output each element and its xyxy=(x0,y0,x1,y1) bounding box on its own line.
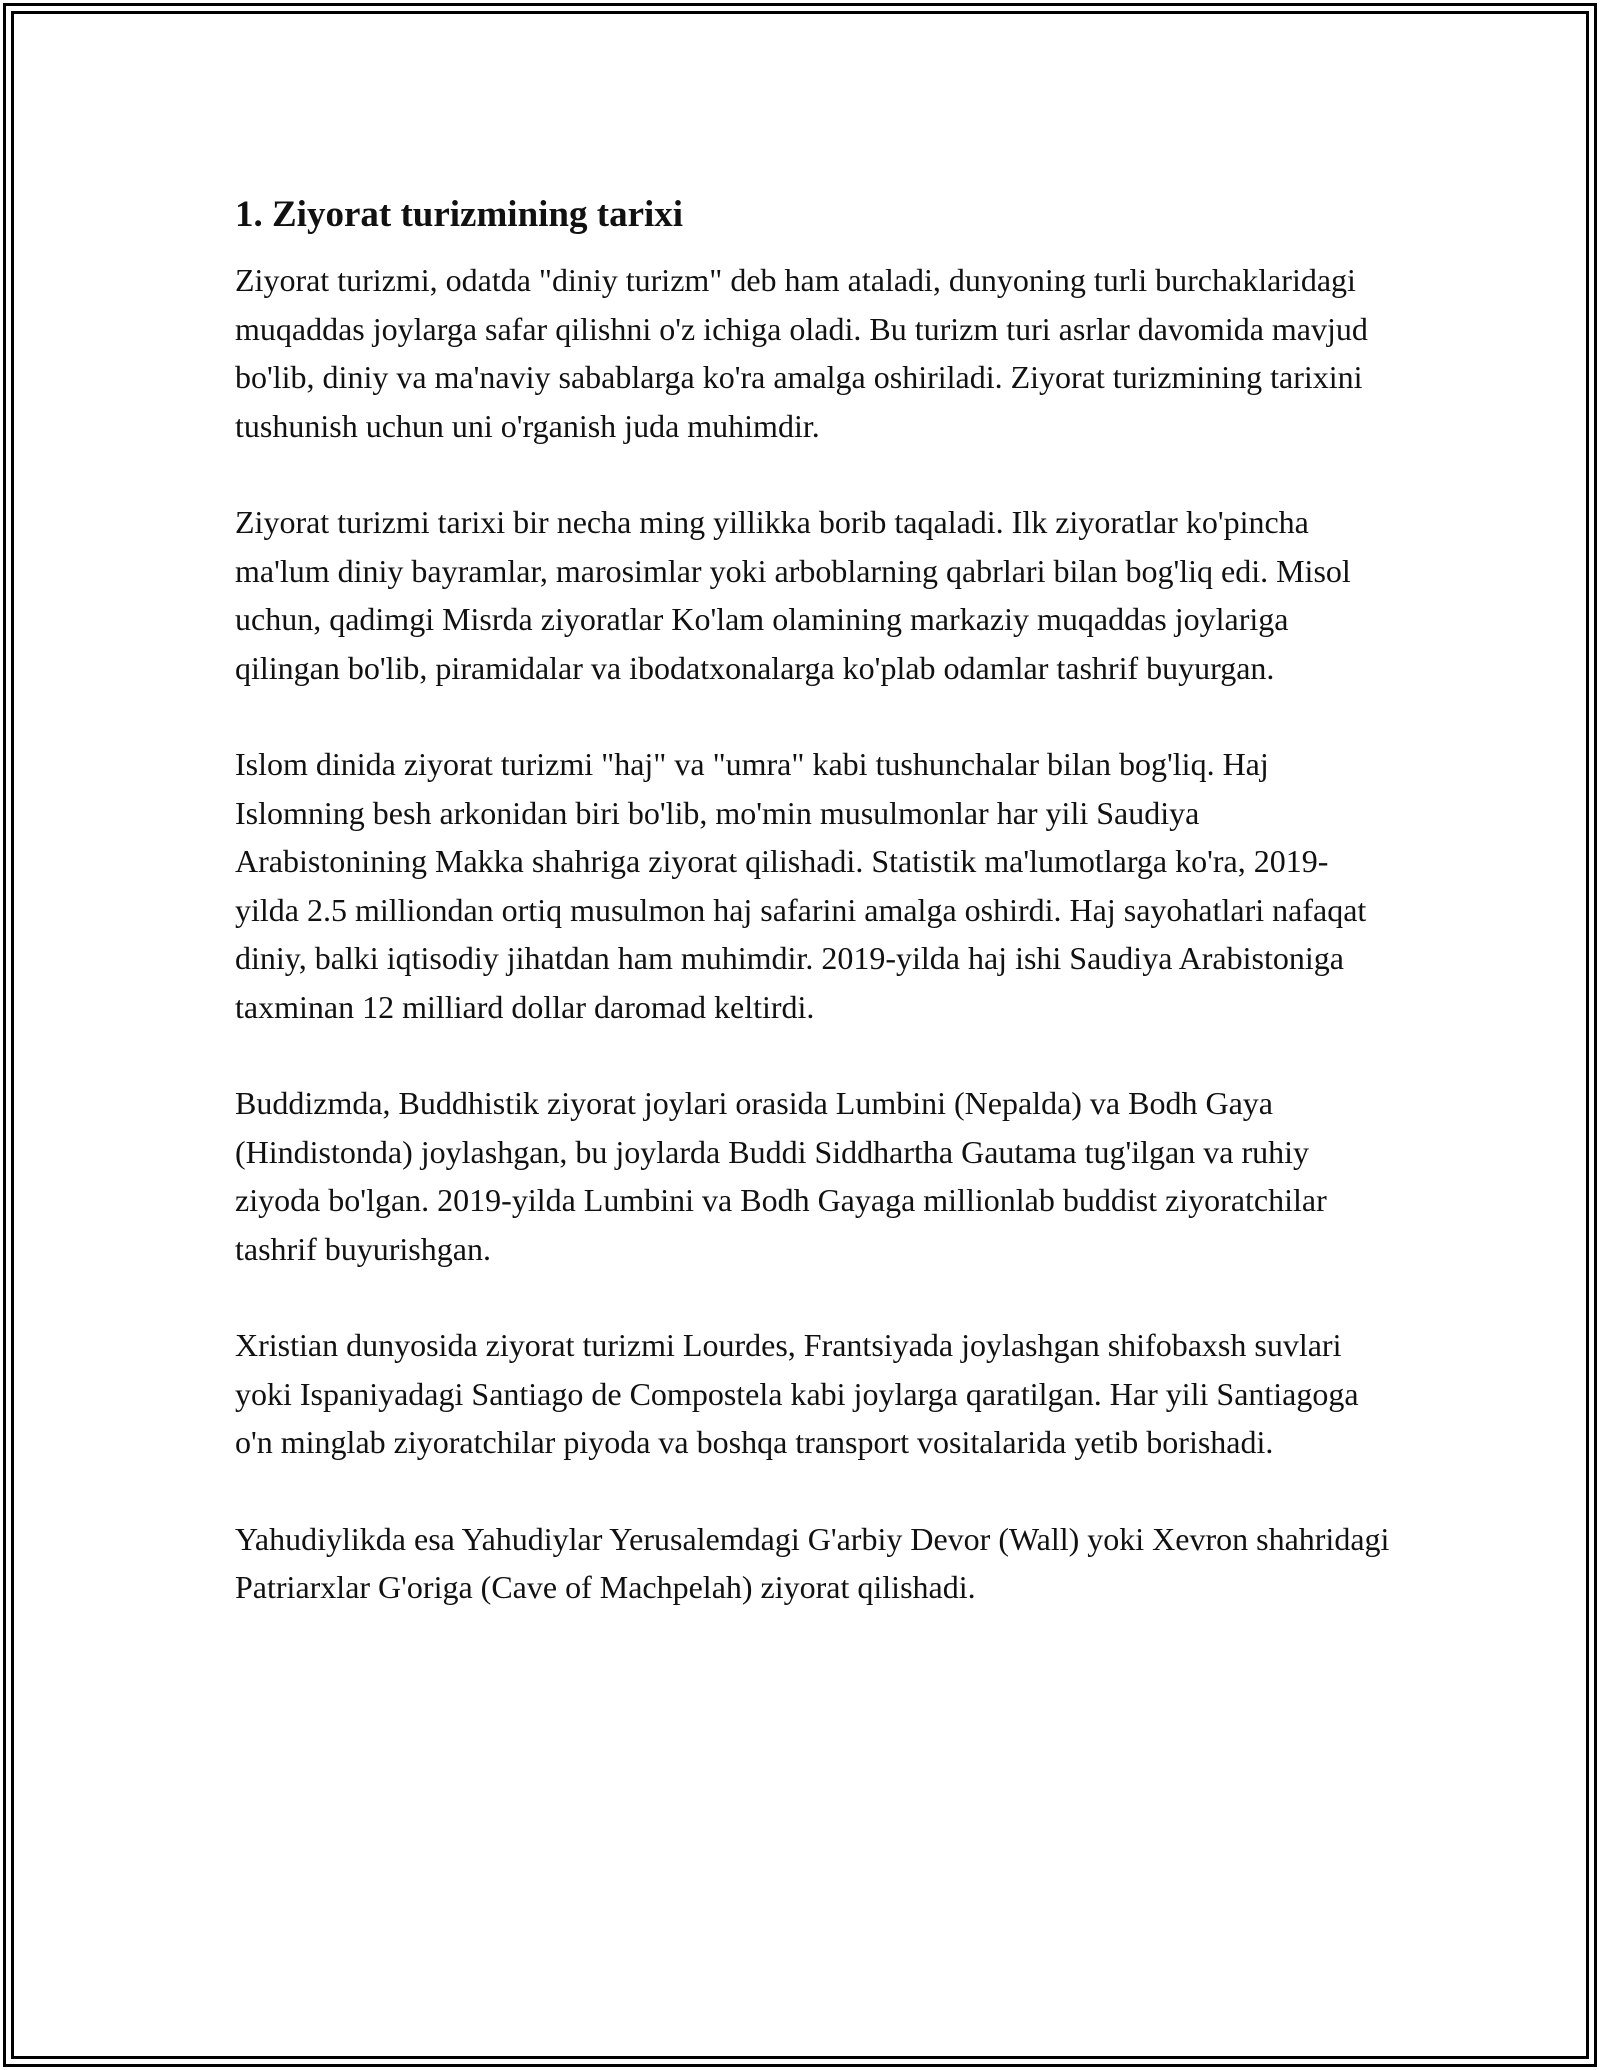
paragraph-judaism: Yahudiylikda esa Yahudiylar Yerusalemdagi G'arbiy Devor (Wall) yoki Xevron shahridagi Patriarxlar G'origa (Cave of Machpelah) ziyorat qilishadi. xyxy=(235,1520,1390,1605)
paragraph-history: Ziyorat turizmi tarixi bir necha ming yillikka borib taqaladi. Ilk ziyoratlar ko'pincha ma'lum diniy bayramlar, marosimlar yoki arboblarning qabrlari bilan bog'liq edi. Misol uchun, qadimgi Misrda ziyoratlar Ko'lam olamining markaziy muqaddas joylariga qilingan bo'lib, piramidalar va ibodatxonalarga ko'plab odamlar tashrif buyurgan. xyxy=(235,504,1351,686)
document-body xyxy=(235,188,1390,1660)
section-title: 1. Ziyorat turizmining tarixi xyxy=(235,194,684,235)
paragraph-christianity: Xristian dunyosida ziyorat turizmi Lourdes, Frantsiyada joylashgan shifobaxsh suvlari yoki Ispaniyadagi Santiago de Compostela kabi joylarga qaratilgan. Har yili Santiagoga o'n minglab ziyoratchilar piyoda va boshqa transport vositalarida yetib borishadi. xyxy=(235,1327,1359,1460)
paragraph-intro: Ziyorat turizmi, odatda "diniy turizm" deb ham ataladi, dunyoning turli burchaklaridagi muqaddas joylarga safar qilishni o'z ichiga oladi. Bu turizm turi asrlar davomida mavjud bo'lib, diniy va ma'naviy sabablarga ko'ra amalga oshiriladi. Ziyorat turizmining tarixini tushunish uchun uni o'rganish juda muhimdir. xyxy=(235,262,1368,444)
paragraph-islam: Islom dinida ziyorat turizmi "haj" va "umra" kabi tushunchalar bilan bog'liq. Haj Islomning besh arkonidan biri bo'lib, mo'min musulmonlar har yili Saudiya Arabistonining Makka shahriga ziyorat qilishadi. Statistik ma'lumotlarga ko'ra, 2019-yilda 2.5 milliondan ortiq musulmon haj safarini amalga oshirdi. Haj sayohatlari nafaqat diniy, balki iqtisodiy jihatdan ham muhimdir. 2019-yilda haj ishi Saudiya Arabistoniga taxminan 12 milliard dollar daromad keltirdi. xyxy=(235,746,1367,1025)
paragraph-buddhism: Buddizmda, Buddhistik ziyorat joylari orasida Lumbini (Nepalda) va Bodh Gaya (Hindistonda) joylashgan, bu joylarda Buddi Siddhartha Gautama tug'ilgan va ruhiy ziyoda bo'lgan. 2019-yilda Lumbini va Bodh Gayaga millionlab buddist ziyoratchilar tashrif buyurishgan. xyxy=(235,1085,1327,1267)
